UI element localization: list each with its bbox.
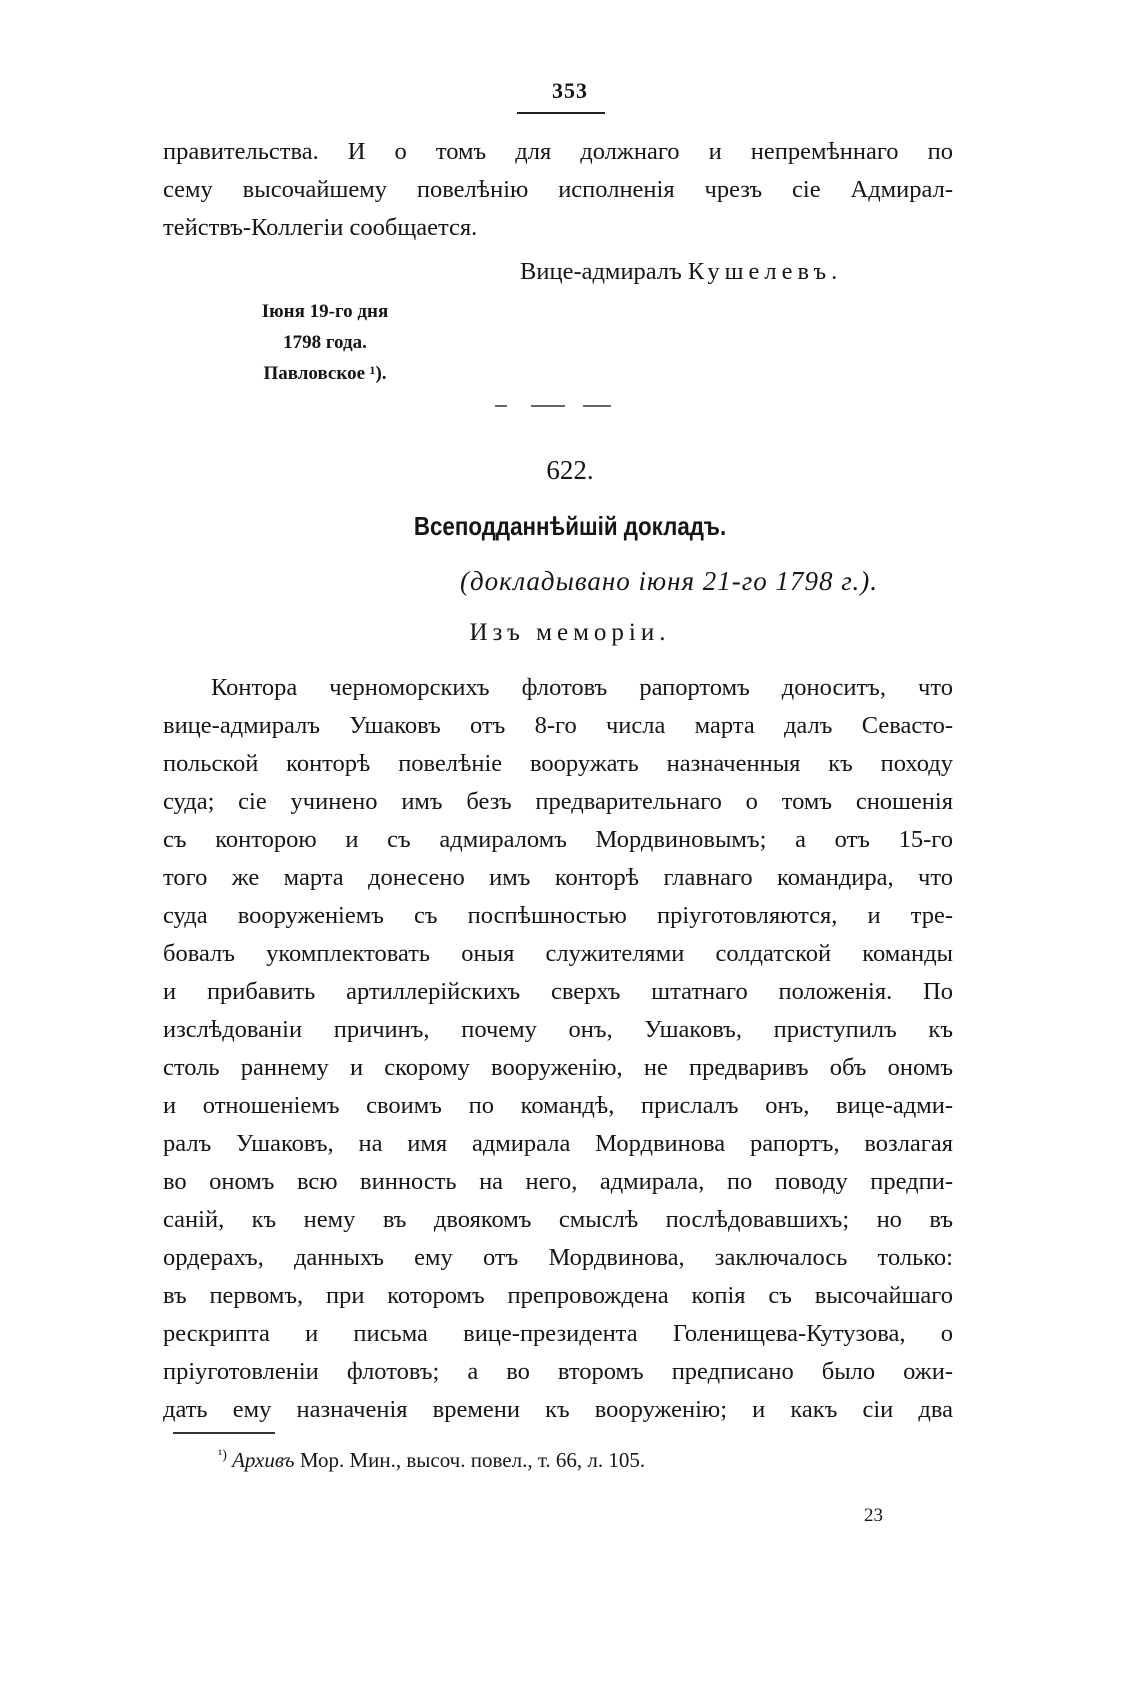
footnote-archive: Архивъ <box>232 1448 295 1472</box>
document-number: 622. <box>546 455 594 485</box>
text-line: дать ему назначенія времени къ вооруженію; и какъ сіи два <box>163 1396 953 1423</box>
text-line: съ конторою и съ адмираломъ Мордвиновымъ; а отъ 15-го <box>163 826 953 853</box>
text-line: и отношеніемъ своимъ по командѣ, прислалъ онъ, вице-адми- <box>163 1092 953 1119</box>
text-line: въ первомъ, при которомъ препровождена копія съ высочайшаго <box>163 1282 953 1309</box>
page-number: 353 <box>552 78 588 103</box>
footnote-mark: ¹) <box>218 1448 227 1463</box>
text-line: во ономъ всю винность на него, адмирала, по поводу предпи- <box>163 1168 953 1195</box>
dateline <box>225 296 425 389</box>
text-line: суда; сіе учинено имъ безъ предварительнаго о томъ сношенія <box>163 788 953 815</box>
text-line: польской конторѣ повелѣніе вооружать назначенныя къ походу <box>163 750 953 777</box>
text-line: саній, къ нему въ двоякомъ смыслѣ послѣдовавшихъ; но въ <box>163 1206 953 1233</box>
text-line: пріуготовленіи флотовъ; а во второмъ предписано было ожи- <box>163 1358 953 1385</box>
signature-rank: Вице-адмиралъ <box>520 258 682 285</box>
text-line: тействъ-Коллегіи сообщается. <box>163 214 478 241</box>
text-line: столь раннему и скорому вооруженію, не предваривъ объ ономъ <box>163 1054 953 1081</box>
document-date-note: (докладывано іюня 21-го 1798 г.). <box>460 566 878 596</box>
text-line: суда вооруженіемъ съ поспѣшностью пріуготовляются, и тре- <box>163 902 953 929</box>
text-line: сему высочайшему повелѣнію исполненія чрезъ сіе Адмирал- <box>163 176 953 203</box>
dateline-line: Павловское ¹). <box>263 363 387 384</box>
page-number-rule <box>517 112 605 114</box>
opening-paragraph <box>163 133 953 247</box>
dateline-line: Іюня 19-го дня <box>261 301 389 322</box>
document-title: Всеподданнѣйшій докладъ. <box>413 511 727 541</box>
footnote <box>218 1448 645 1473</box>
text-line: рескрипта и письма вице-президента Голенищева-Кутузова, о <box>163 1320 953 1347</box>
text-line: вице-адмиралъ Ушаковъ отъ 8-го числа марта далъ Севасто- <box>163 712 953 739</box>
text-line: бовалъ укомплектовать оныя служителями солдатской команды <box>163 940 953 967</box>
text-line: правительства. И о томъ для должнаго и непремѣннаго по <box>163 138 953 165</box>
section-separator <box>493 400 613 412</box>
text-line: ордерахъ, данныхъ ему отъ Мордвинова, заключалось только: <box>163 1244 953 1271</box>
body-paragraph <box>163 669 953 1429</box>
text-line: ралъ Ушаковъ, на имя адмирала Мордвинова рапортъ, возлагая <box>163 1130 953 1157</box>
section-title: Изъ меморіи. <box>469 619 671 646</box>
text-line: изслѣдованіи причинъ, почему онъ, Ушаковъ, приступилъ къ <box>163 1016 953 1043</box>
dateline-line: 1798 года. <box>283 332 367 353</box>
signature-name: Кушелевъ. <box>687 258 843 285</box>
text-line: и прибавить артиллерійскихъ сверхъ штатнаго положенія. По <box>163 978 953 1005</box>
footnote-rule <box>173 1432 275 1434</box>
footnote-text: Мор. Мин., высоч. повел., т. 66, л. 105. <box>299 1448 646 1472</box>
signature-mark: 23 <box>864 1505 883 1526</box>
text-line: Контора черноморскихъ флотовъ рапортомъ доноситъ, что <box>211 674 953 701</box>
signature <box>520 258 842 286</box>
text-line: того же марта донесено имъ конторѣ главнаго командира, что <box>163 864 953 891</box>
